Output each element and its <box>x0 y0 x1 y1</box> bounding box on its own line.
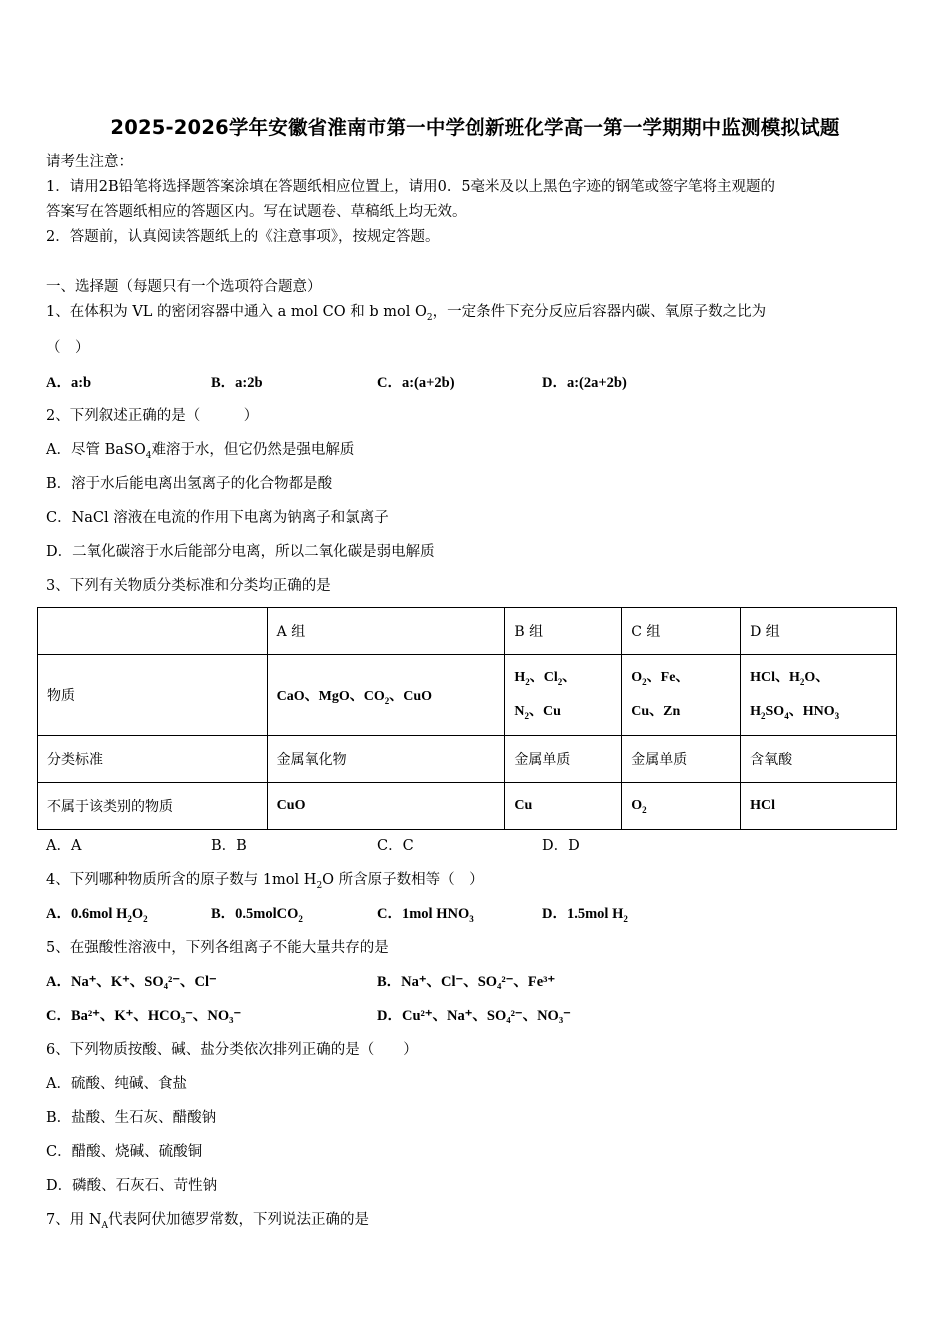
cell-text: O、 <box>804 670 830 685</box>
opt-text: B．0.5molCO <box>211 906 299 922</box>
table-cell: 金属单质 <box>505 736 622 783</box>
q1-option-c[interactable]: C．a:(a+2b) <box>377 375 455 391</box>
q7-stem-part: 代表阿伏加德罗常数，下列说法正确的是 <box>108 1212 370 1228</box>
table-cell: 不属于该类别的物质 <box>38 783 268 830</box>
q2-option-a[interactable] <box>46 440 354 460</box>
cell-text: 、Fe、 <box>646 670 690 685</box>
q1-stem-part: ，一定条件下充分反应后容器内碳、氧原子数之比为 <box>432 304 767 320</box>
section-heading: 一、选择题（每题只有一个选项符合题意） <box>46 279 322 295</box>
notice-heading: 请考生注意： <box>46 154 133 170</box>
cell-sub: 2 <box>761 710 766 721</box>
q1-option-a[interactable]: A．a:b <box>46 375 92 391</box>
cell-sub: 2 <box>524 710 529 721</box>
table-cell <box>267 655 505 736</box>
q3-option-b[interactable]: B．B <box>211 838 247 854</box>
cell-text: CaO、MgO、CO <box>276 689 385 704</box>
table-cell: CuO <box>267 783 505 830</box>
q1-option-b[interactable]: B．a:2b <box>211 375 263 391</box>
question-6-stem: 6、下列物质按酸、碱、盐分类依次排列正确的是（ ） <box>46 1042 418 1058</box>
cell-line <box>514 695 621 729</box>
table-header-cell: B 组 <box>505 608 622 655</box>
cell-sub: 4 <box>784 710 789 721</box>
q3-option-d[interactable]: D．D <box>542 838 580 854</box>
q2-option-d[interactable]: D．二氧化碳溶于水后能部分电离，所以二氧化碳是弱电解质 <box>46 544 435 560</box>
table-cell <box>741 655 897 736</box>
cell-text: O <box>631 670 643 685</box>
opt-sub: 3 <box>469 913 474 924</box>
cell-sub: 3 <box>834 710 840 721</box>
q6-option-b[interactable]: B．盐酸、生石灰、醋酸钠 <box>46 1110 217 1126</box>
table-cell: 含氧酸 <box>741 736 897 783</box>
table-row-standard <box>38 736 897 783</box>
q4-stem-part: O 所含原子数相等（ ） <box>322 872 484 888</box>
notice-item-2: 2．答题前，认真阅读答题纸上的《注意事项》，按规定答题。 <box>46 229 440 245</box>
q4-stem-part: 4、下列哪种物质所含的原子数与 1mol H <box>46 872 317 888</box>
cell-line <box>631 661 740 695</box>
cell-sub: 2 <box>557 676 563 687</box>
q2-option-b[interactable]: B．溶于水后能电离出氢离子的化合物都是酸 <box>46 476 333 492</box>
question-1-stem <box>46 302 766 322</box>
q7-stem-sub: A <box>101 1220 109 1231</box>
cell-text: 、 <box>562 670 577 685</box>
question-2-stem: 2、下列叙述正确的是（ ） <box>46 408 259 424</box>
q5-option-b[interactable]: B．Na⁺、Cl⁻、SO₄²⁻、Fe³⁺ <box>377 974 556 990</box>
table-header-cell: C 组 <box>622 608 741 655</box>
cell-text: H <box>514 670 526 685</box>
q2-opt-a-part: 难溶于水，但它仍然是强电解质 <box>151 442 355 458</box>
cell-text: 、HNO <box>788 704 835 719</box>
opt-sub: 2 <box>127 913 132 924</box>
opt-sub: 2 <box>298 913 303 924</box>
q4-option-d[interactable] <box>542 904 628 924</box>
table-header-cell: A 组 <box>267 608 505 655</box>
q4-option-c[interactable] <box>377 904 474 924</box>
q5-option-a[interactable]: A．Na⁺、K⁺、SO₄²⁻、Cl⁻ <box>46 974 217 990</box>
q1-option-d[interactable]: D．a:(2a+2b) <box>542 375 627 391</box>
table-header-cell: D 组 <box>741 608 897 655</box>
table-cell <box>622 655 741 736</box>
table-header-row <box>38 608 897 655</box>
table-row-not-in-category <box>38 783 897 830</box>
table-cell: 金属单质 <box>622 736 741 783</box>
cell-text: HCl、H <box>750 670 800 685</box>
q7-stem-part: 7、用 N <box>46 1212 102 1228</box>
q3-option-c[interactable]: C．C <box>377 838 414 854</box>
q1-stem-sub: 2 <box>426 312 433 323</box>
cell-text: 、CuO <box>389 689 433 704</box>
q3-option-a[interactable]: A．A <box>46 838 82 854</box>
cell-sub: 2 <box>799 676 805 687</box>
q4-stem-sub: 2 <box>316 880 323 891</box>
cell-line <box>750 695 896 729</box>
cell-sub: 2 <box>642 804 647 815</box>
q5-option-c[interactable]: C．Ba²⁺、K⁺、HCO₃⁻、NO₃⁻ <box>46 1008 242 1024</box>
cell-line <box>514 661 621 695</box>
table-cell <box>505 655 622 736</box>
opt-text: A．0.6mol H <box>46 906 128 922</box>
q6-option-c[interactable]: C．醋酸、烧碱、硫酸铜 <box>46 1144 203 1160</box>
question-5-stem: 5、在强酸性溶液中，下列各组离子不能大量共存的是 <box>46 940 389 956</box>
table-cell <box>622 783 741 830</box>
table-cell: 物质 <box>38 655 268 736</box>
notice-item-1-line-1: 1．请用2B铅笔将选择题答案涂填在答题纸相应位置上，请用0．5毫米及以上黑色字迹的钢笔或签字笔将主观题的 <box>46 179 776 195</box>
cell-sub: 2 <box>642 676 647 687</box>
question-4-stem <box>46 870 484 890</box>
q4-option-a[interactable] <box>46 904 148 924</box>
cell-text: 、Cu <box>529 704 561 719</box>
q5-option-d[interactable]: D．Cu²⁺、Na⁺、SO₄²⁻、NO₃⁻ <box>377 1008 571 1024</box>
table-header-cell <box>38 608 268 655</box>
cell-text: 、Cl <box>529 670 558 685</box>
question-3-stem: 3、下列有关物质分类标准和分类均正确的是 <box>46 578 331 594</box>
q2-option-c[interactable]: C．NaCl 溶液在电流的作用下电离为钠离子和氯离子 <box>46 510 389 526</box>
opt-text: D．1.5mol H <box>542 906 624 922</box>
q2-opt-a-part: A．尽管 BaSO <box>46 442 146 458</box>
opt-text: C．1mol HNO <box>377 906 470 922</box>
q4-option-b[interactable] <box>211 904 303 924</box>
opt-sub: 2 <box>143 913 148 924</box>
cell-text: O <box>631 798 643 813</box>
notice-item-1-line-2: 答案写在答题纸相应的答题区内。写在试题卷、草稿纸上均无效。 <box>46 204 467 220</box>
cell-line: Cu、Zn <box>631 704 681 719</box>
table-cell: 分类标准 <box>38 736 268 783</box>
cell-line <box>750 661 896 695</box>
cell-sub: 2 <box>384 695 390 706</box>
table-cell: 金属氧化物 <box>267 736 505 783</box>
table-cell: Cu <box>505 783 622 830</box>
classification-table <box>37 607 897 830</box>
table-cell: HCl <box>741 783 897 830</box>
cell-text: SO <box>765 704 785 719</box>
cell-sub: 2 <box>525 676 530 687</box>
q6-option-a[interactable]: A．硫酸、纯碱、食盐 <box>46 1076 187 1092</box>
question-1-paren: （ ） <box>46 340 90 356</box>
q6-option-d[interactable]: D．磷酸、石灰石、苛性钠 <box>46 1178 218 1194</box>
question-7-stem <box>46 1210 369 1230</box>
q2-opt-a-sub: 4 <box>145 450 152 461</box>
opt-text: O <box>131 906 144 922</box>
cell-text: N <box>514 704 525 719</box>
q1-stem-part: 1、在体积为 VL 的密闭容器中通入 a mol CO 和 b mol O <box>46 304 427 320</box>
table-row-substances <box>38 655 897 736</box>
opt-sub: 2 <box>623 913 628 924</box>
cell-text: H <box>750 704 762 719</box>
exam-title: 2025-2026学年安徽省淮南市第一中学创新班化学高一第一学期期中监测模拟试题 <box>110 116 840 139</box>
